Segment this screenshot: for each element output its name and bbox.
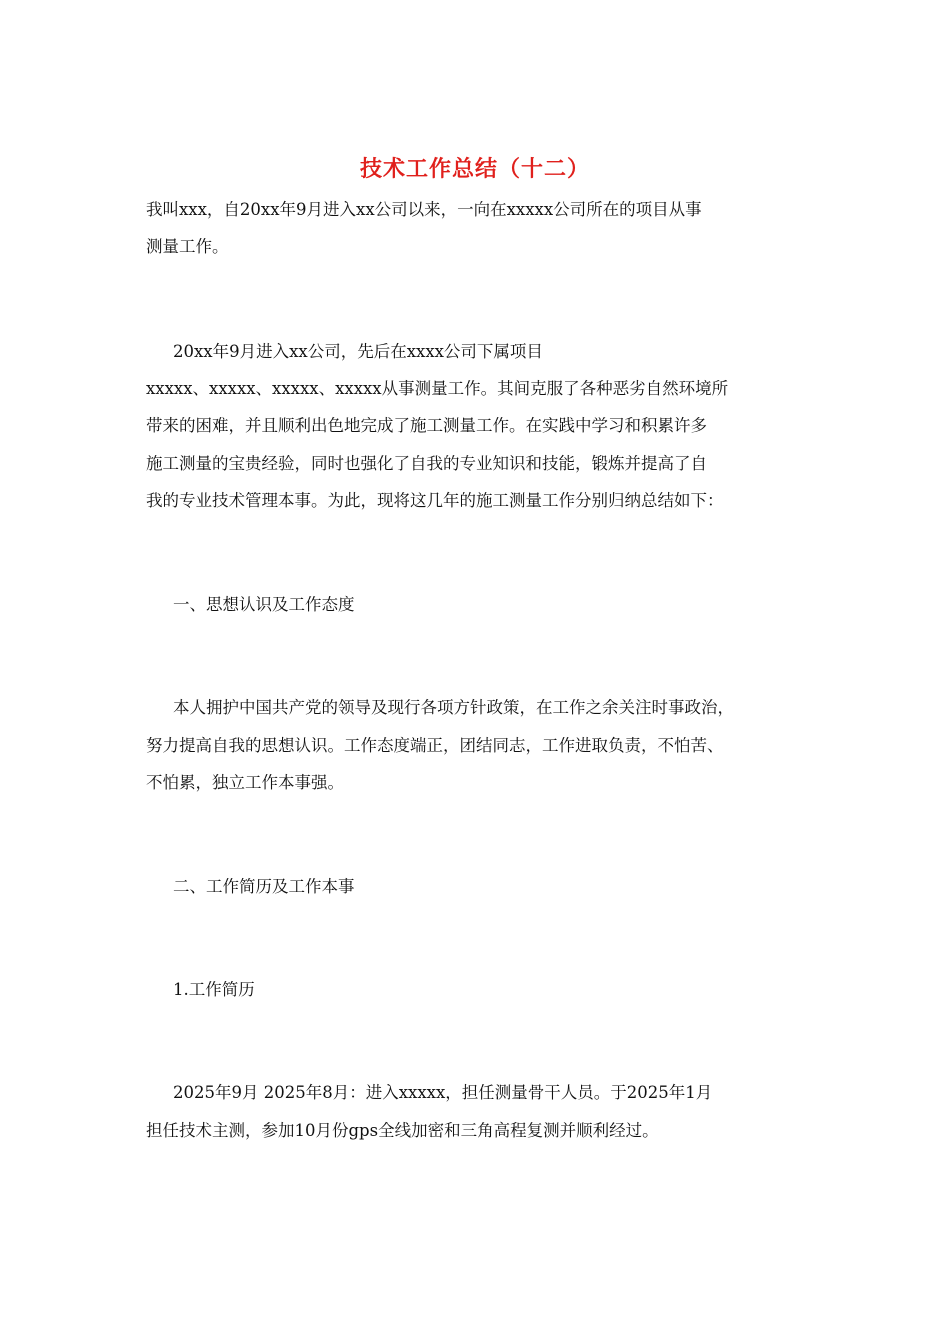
section1-line-1: 本人拥护中国共产党的领导及现行各项方针政策，在工作之余关注时事政治， <box>173 698 734 717</box>
para1-line-4: 施工测量的宝贵经验，同时也强化了自我的专业知识和技能，锻炼并提高了自 <box>146 454 707 473</box>
section1-line-2: 努力提高自我的思想认识。工作态度端正，团结同志，工作进取负责，不怕苦、 <box>146 736 724 755</box>
para1-line-3: 带来的困难，并且顺利出色地完成了施工测量工作。在实践中学习和积累许多 <box>146 416 707 435</box>
section1-line-3: 不怕累，独立工作本事强。 <box>146 773 344 792</box>
para1-line-5: 我的专业技术管理本事。为此，现将这几年的施工测量工作分别归纳总结如下： <box>146 491 724 510</box>
section2-subheading: 1.工作简历 <box>173 980 255 999</box>
section1-heading: 一、思想认识及工作态度 <box>173 595 355 614</box>
document-title: 技术工作总结（十二） <box>359 156 590 182</box>
section2-line-2: 担任技术主测，参加10月份gps全线加密和三角高程复测并顺利经过。 <box>146 1121 659 1140</box>
section2-line-1: 2025年9月 2025年8月：进入xxxxx，担任测量骨干人员。于2025年1月 <box>173 1083 713 1102</box>
section2-heading: 二、工作简历及工作本事 <box>173 877 355 896</box>
para1-line-1: 20xx年9月进入xx公司，先后在xxxx公司下属项目 <box>173 342 543 361</box>
intro-line-1: 我叫xxx，自20xx年9月进入xx公司以来，一向在xxxxx公司所在的项目从事 <box>146 200 702 219</box>
intro-line-2: 测量工作。 <box>146 237 229 256</box>
para1-line-2: xxxxx、xxxxx、xxxxx、xxxxx从事测量工作。其间克服了各种恶劣自然环境所 <box>146 379 729 398</box>
